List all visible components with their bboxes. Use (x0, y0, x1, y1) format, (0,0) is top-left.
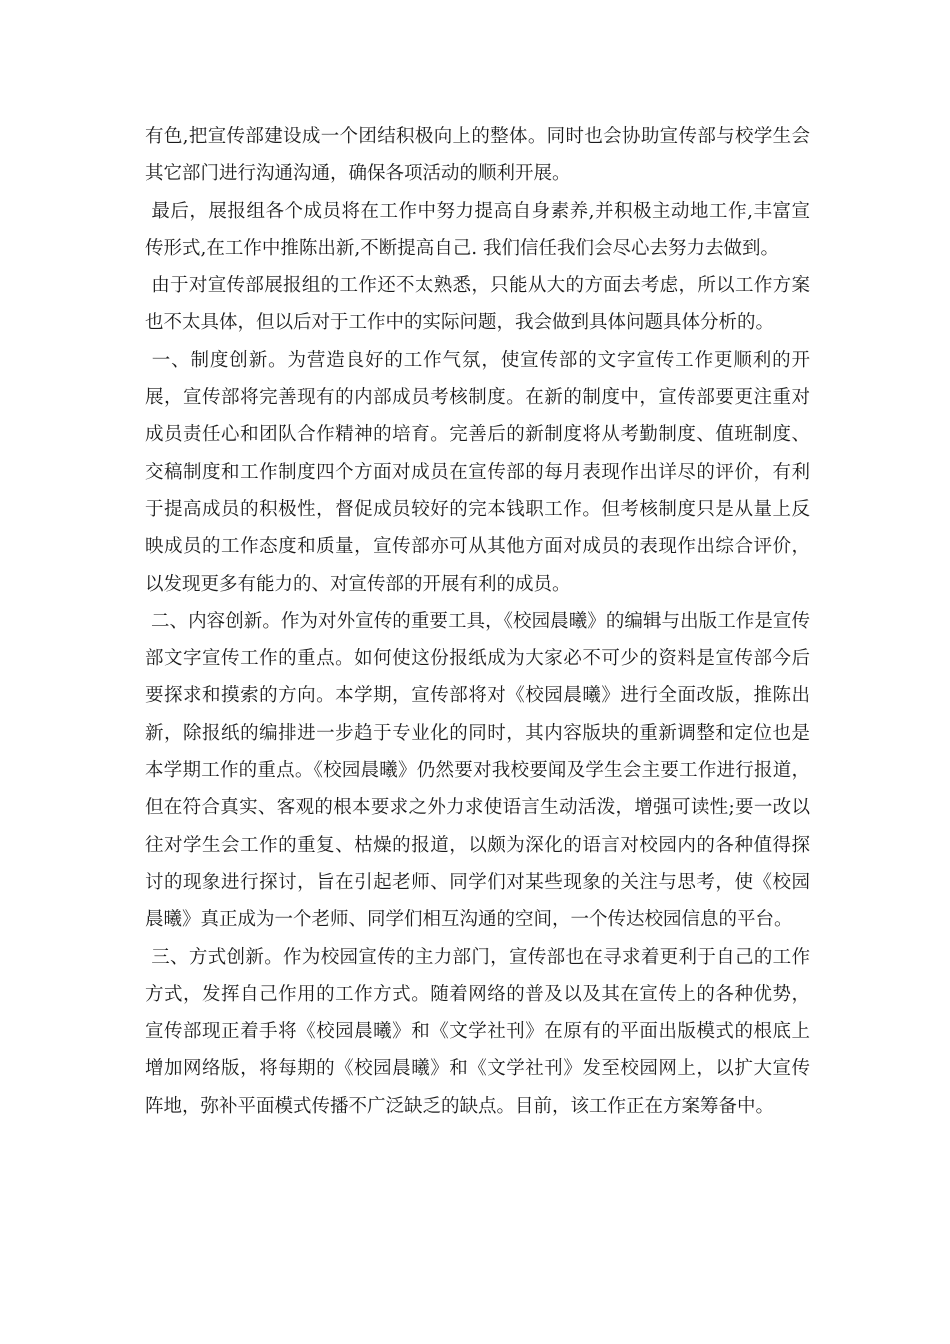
paragraph-note: 由于对宣传部展报组的工作还不太熟悉，只能从大的方面去考虑，所以工作方案也不太具体，但以后对于工作中的实际问题，我会做到具体问题具体分析的。 (145, 275, 810, 334)
paragraph-method-innovation: 三、方式创新。作为校园宣传的主力部门，宣传部也在寻求着更利于自己的工作方式，发挥自己作用的工作方式。随着网络的普及以及其在宣传上的各种优势，宣传部现正着手将《校园晨曦》和《文学社刊》在原有的平面出版模式的根底上增加网络版，将每期的《校园晨曦》和《文学社刊》发至校园网上，以扩大宣传阵地，弥补平面模式传播不广泛缺乏的缺点。目前，该工作正在方案筹备中。 (145, 946, 810, 1117)
paragraph-finally: 最后，展报组各个成员将在工作中努力提高自身素养,并积极主动地工作,丰富宣传形式,在工作中推陈出新,不断提高自己. 我们信任我们会尽心去努力去做到。 (145, 200, 810, 259)
paragraph-system-innovation: 一、制度创新。为营造良好的工作气氛，使宣传部的文字宣传工作更顺利的开展，宣传部将完善现有的内部成员考核制度。在新的制度中，宣传部要更注重对成员责任心和团队合作精神的培育。完善后的新制度将从考勤制度、值班制度、交稿制度和工作制度四个方面对成员在宣传部的每月表现作出详尽的评价，有利于提高成员的积极性，督促成员较好的完本钱职工作。但考核制度只是从量上反映成员的工作态度和质量，宣传部亦可从其他方面对成员的表现作出综合评价，以发现更多有能力的、对宣传部的开展有利的成员。 (145, 349, 810, 595)
paragraph-content-innovation: 二、内容创新。作为对外宣传的重要工具，《校园晨曦》的编辑与出版工作是宣传部文字宣传工作的重点。如何使这份报纸成为大家必不可少的资料是宣传部今后要探求和摸索的方向。本学期，宣传部将对《校园晨曦》进行全面改版，推陈出新，除报纸的编排进一步趋于专业化的同时，其内容版块的重新调整和定位也是本学期工作的重点。《校园晨曦》仍然要对我校要闻及学生会主要工作进行报道，但在符合真实、客观的根本要求之外力求使语言生动活泼，增强可读性;要一改以往对学生会工作的重复、枯燥的报道，以颇为深化的语言对校园内的各种值得探讨的现象进行探讨，旨在引起老师、同学们对某些现象的关注与思考，使《校园晨曦》真正成为一个老师、同学们相互沟通的空间，一个传达校园信息的平台。 (145, 610, 810, 931)
document-body (145, 118, 810, 1125)
paragraph-intro-continuation: 有色,把宣传部建设成一个团结积极向上的整体。同时也会协助宣传部与校学生会其它部门进行沟通沟通，确保各项活动的顺利开展。 (145, 126, 810, 185)
